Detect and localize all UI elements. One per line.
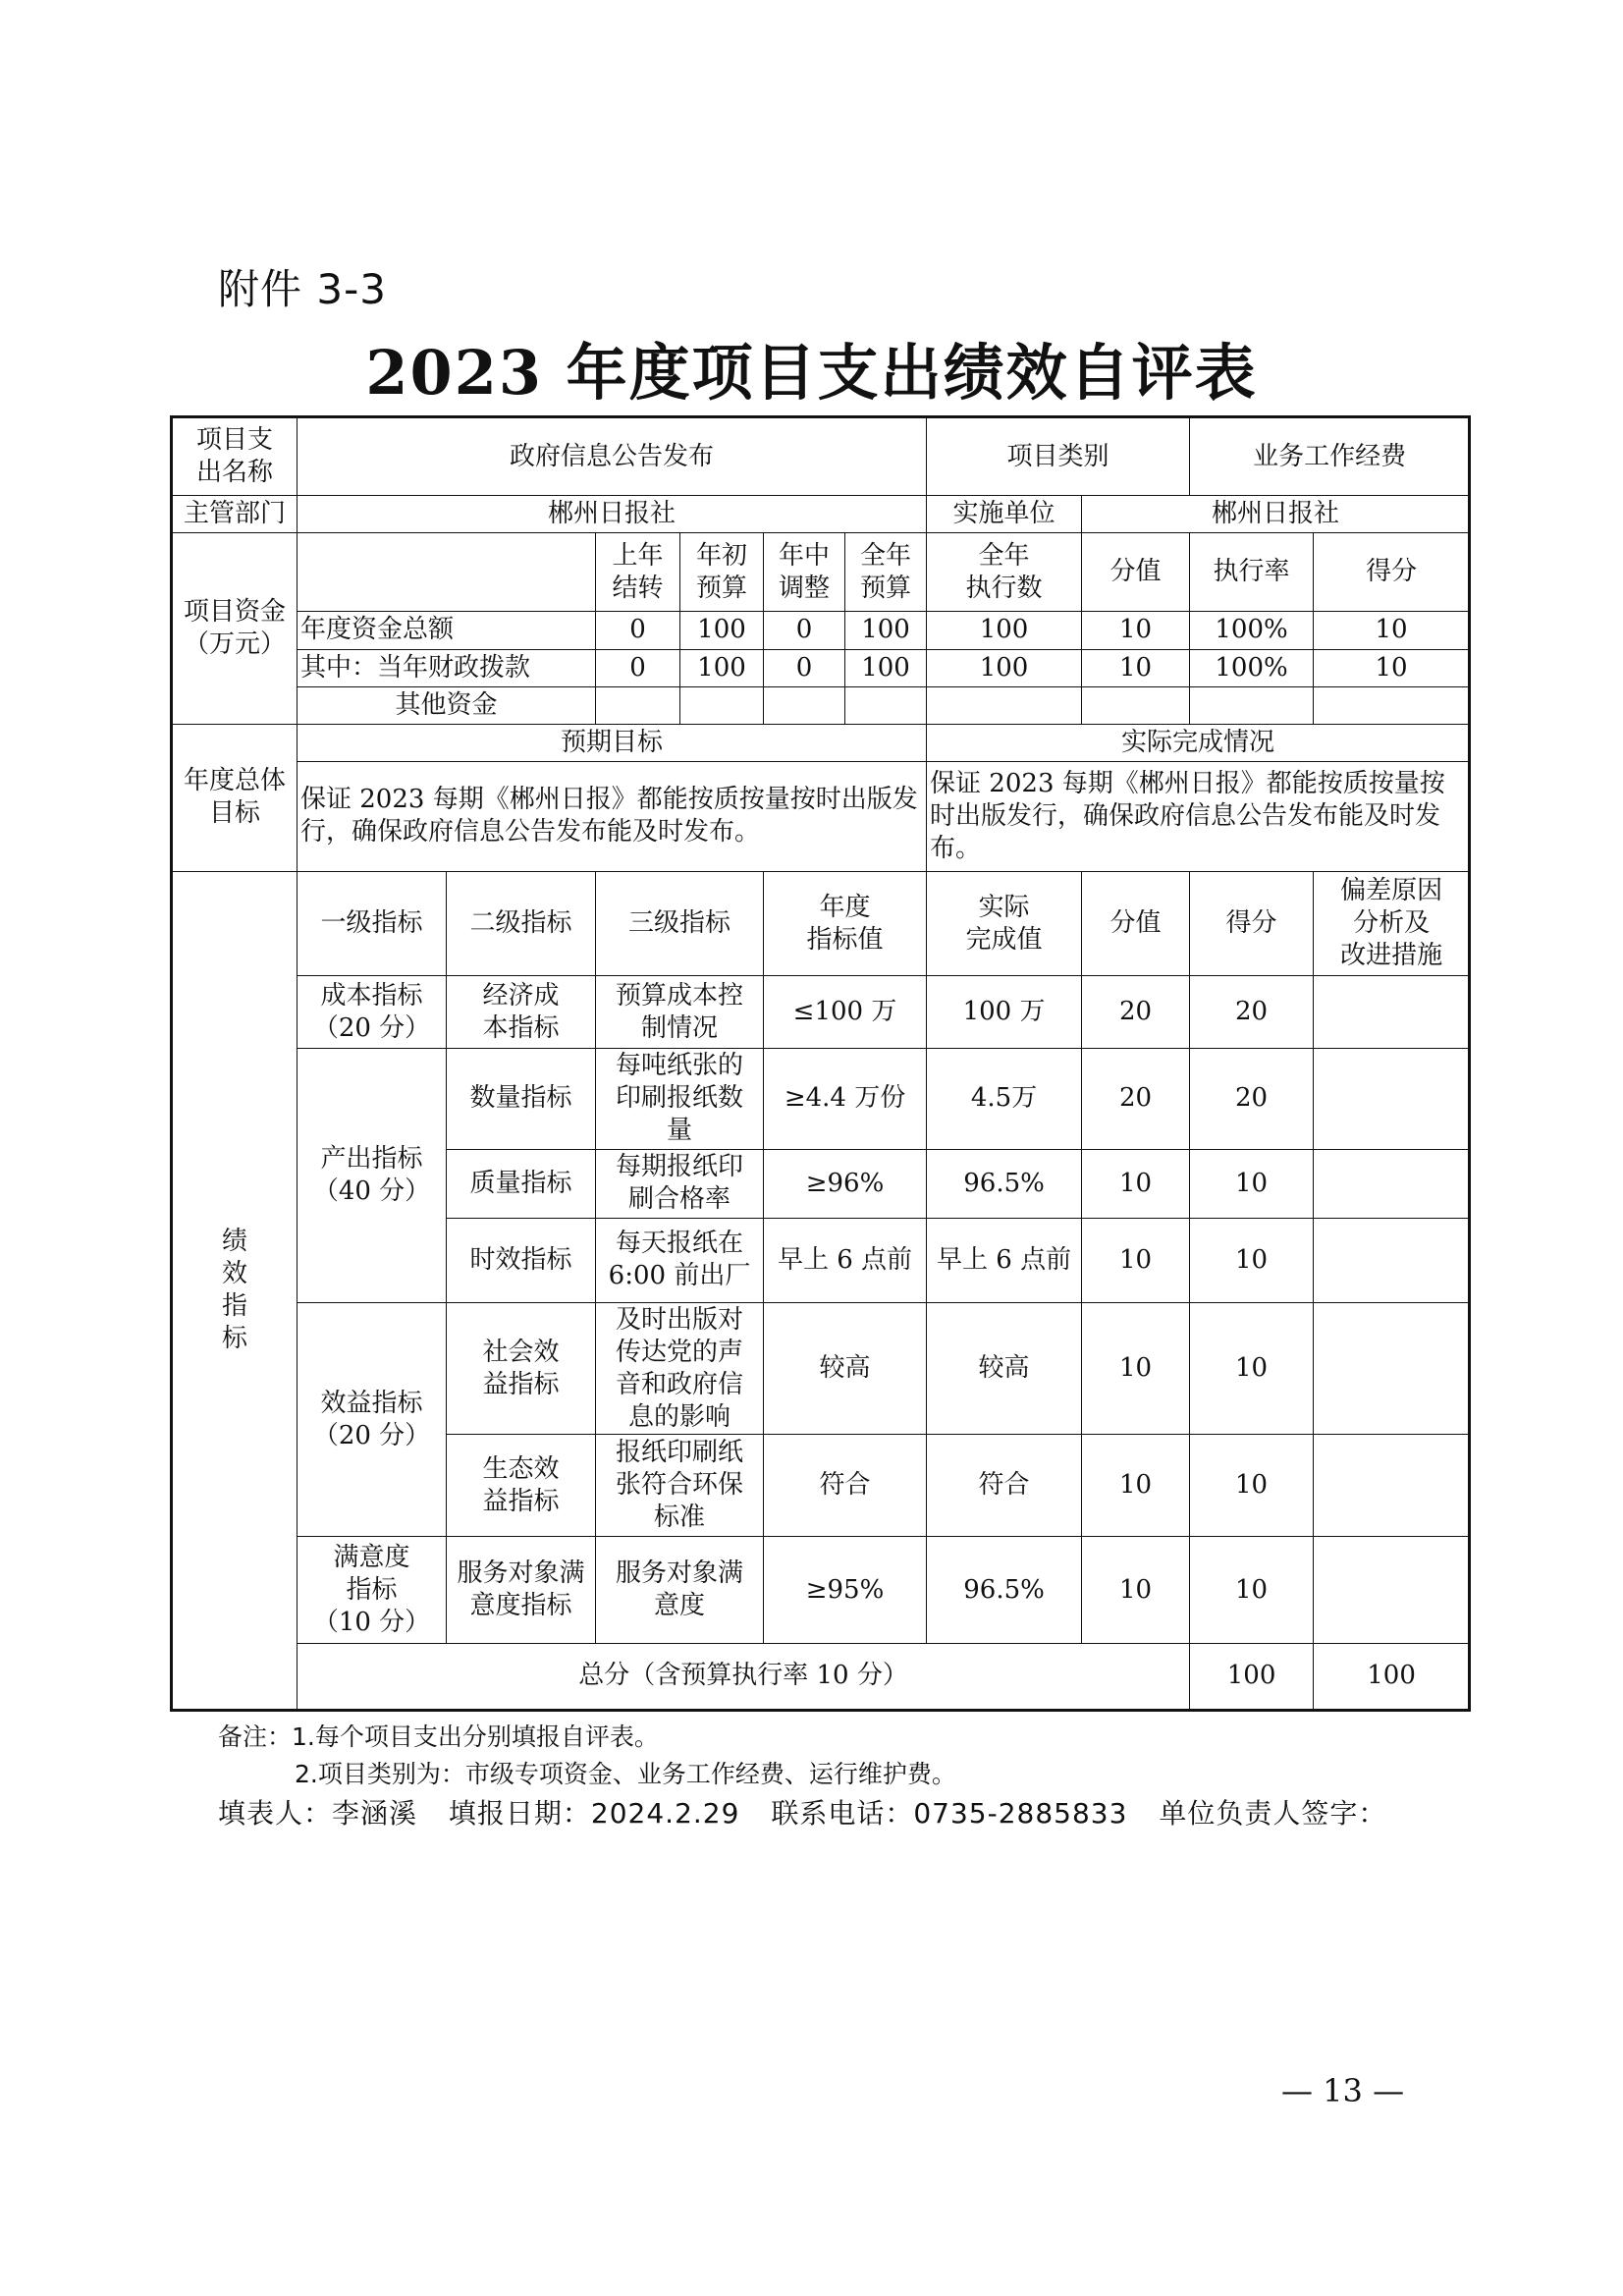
actual-cell: 较高 [927, 1302, 1082, 1434]
note-line-2: 2.项目类别为：市级专项资金、业务工作经费、运行维护费。 [295, 1760, 956, 1788]
level3-cell: 每吨纸张的 印刷报纸数 量 [596, 1049, 764, 1149]
expected-goal-text: 保证 2023 每期《郴州日报》都能按质按量按时出版发行，确保政府信息公告发布能及时发布。 [298, 761, 927, 871]
level2-cell: 质量指标 [447, 1149, 596, 1218]
score-value-cell: 10 [1082, 1537, 1190, 1643]
target-cell: ≥95% [764, 1537, 927, 1643]
actual-cell: 100 万 [927, 976, 1082, 1049]
score-value-cell: 20 [1082, 976, 1190, 1049]
level2-cell: 时效指标 [447, 1218, 596, 1302]
level2-cell: 生态效 益指标 [447, 1435, 596, 1537]
perf-header-level3: 三级指标 [596, 871, 764, 975]
expected-goal-header: 预期目标 [298, 724, 927, 761]
funds-row-label: 其他资金 [298, 686, 596, 724]
category-value: 业务工作经费 [1190, 417, 1470, 496]
funds-cell: 100 [845, 612, 927, 649]
funds-cell: 10 [1082, 649, 1190, 686]
deviation-cell [1314, 1149, 1470, 1218]
total-label: 总分（含预算执行率 10 分） [298, 1643, 1190, 1710]
level2-cell: 社会效 益指标 [447, 1302, 596, 1434]
notes [218, 1719, 956, 1793]
funds-cell: 10 [1314, 649, 1470, 686]
deviation-cell [1314, 1537, 1470, 1643]
funds-row-label: 其中：当年财政拨款 [298, 649, 596, 686]
score-cell: 10 [1190, 1218, 1314, 1302]
deviation-cell [1314, 1435, 1470, 1537]
attachment-label: 附件 3-3 [218, 265, 387, 313]
funds-cell: 100 [927, 649, 1082, 686]
funds-cell: 10 [1082, 612, 1190, 649]
contact-phone: 联系电话：0735-2885833 [771, 1797, 1128, 1830]
perf-header-target: 年度 指标值 [764, 871, 927, 975]
note-line-1: 备注：1.每个项目支出分别填报自评表。 [218, 1722, 659, 1751]
level1-cost: 成本指标 （20 分） [298, 976, 447, 1049]
score-cell: 10 [1190, 1537, 1314, 1643]
impl-label: 实施单位 [927, 496, 1082, 533]
level3-cell: 每天报纸在 6:00 前出厂 [596, 1218, 764, 1302]
page-number: — 13 — [1281, 2072, 1405, 2109]
document-title: 2023 年度项目支出绩效自评表 [365, 337, 1258, 409]
level2-cell: 数量指标 [447, 1049, 596, 1149]
project-name-label: 项目支 出名称 [172, 417, 298, 496]
score-value-cell: 10 [1082, 1435, 1190, 1537]
fill-date: 填报日期：2024.2.29 [448, 1797, 740, 1830]
total-score-value: 100 [1190, 1643, 1314, 1710]
deviation-cell [1314, 976, 1470, 1049]
funds-header-carryover: 上年 结转 [596, 533, 680, 612]
funds-cell [1082, 686, 1190, 724]
total-score: 100 [1314, 1643, 1470, 1710]
funds-header-executed: 全年 执行数 [927, 533, 1082, 612]
funds-row-label: 年度资金总额 [298, 612, 596, 649]
perf-header-deviation: 偏差原因 分析及 改进措施 [1314, 871, 1470, 975]
funds-cell: 100% [1190, 649, 1314, 686]
level2-cell: 服务对象满 意度指标 [447, 1537, 596, 1643]
level3-cell: 报纸印刷纸 张符合环保 标准 [596, 1435, 764, 1537]
perf-header-level1: 一级指标 [298, 871, 447, 975]
actual-completion-text: 保证 2023 每期《郴州日报》都能按质按量按时出版发行，确保政府信息公告发布能及时发布。 [927, 761, 1470, 871]
funds-cell [927, 686, 1082, 724]
form-footer [218, 1792, 1408, 1831]
level3-cell: 服务对象满 意度 [596, 1537, 764, 1643]
filler-name: 填表人：李涵溪 [218, 1797, 418, 1830]
target-cell: ≤100 万 [764, 976, 927, 1049]
level1-benefit: 效益指标 （20 分） [298, 1302, 447, 1537]
actual-cell: 早上 6 点前 [927, 1218, 1082, 1302]
funds-header-initial: 年初 预算 [680, 533, 764, 612]
level2-cell: 经济成 本指标 [447, 976, 596, 1049]
score-cell: 20 [1190, 976, 1314, 1049]
perf-header-score: 得分 [1190, 871, 1314, 975]
target-cell: 符合 [764, 1435, 927, 1537]
funds-cell: 100 [927, 612, 1082, 649]
funds-cell [1190, 686, 1314, 724]
deviation-cell [1314, 1218, 1470, 1302]
target-cell: ≥96% [764, 1149, 927, 1218]
dept-value: 郴州日报社 [298, 496, 927, 533]
self-evaluation-table [170, 415, 1471, 1712]
funds-cell [764, 686, 845, 724]
funds-cell: 0 [596, 649, 680, 686]
score-value-cell: 10 [1082, 1218, 1190, 1302]
funds-cell: 10 [1314, 612, 1470, 649]
funds-cell: 0 [596, 612, 680, 649]
actual-completion-header: 实际完成情况 [927, 724, 1470, 761]
level3-cell: 预算成本控 制情况 [596, 976, 764, 1049]
level1-satisfaction: 满意度 指标 （10 分） [298, 1537, 447, 1643]
funds-header-score: 得分 [1314, 533, 1470, 612]
funds-cell: 100 [680, 612, 764, 649]
dept-label: 主管部门 [172, 496, 298, 533]
level3-cell: 每期报纸印 刷合格率 [596, 1149, 764, 1218]
perf-header-level2: 二级指标 [447, 871, 596, 975]
target-cell: 较高 [764, 1302, 927, 1434]
funds-cell: 0 [764, 649, 845, 686]
deviation-cell [1314, 1049, 1470, 1149]
level1-output: 产出指标 （40 分） [298, 1049, 447, 1303]
funds-header-annual: 全年 预算 [845, 533, 927, 612]
actual-cell: 96.5% [927, 1537, 1082, 1643]
funds-cell [1314, 686, 1470, 724]
funds-header-score-value: 分值 [1082, 533, 1190, 612]
actual-cell: 符合 [927, 1435, 1082, 1537]
impl-value: 郴州日报社 [1082, 496, 1470, 533]
score-value-cell: 10 [1082, 1302, 1190, 1434]
actual-cell: 4.5万 [927, 1049, 1082, 1149]
funds-cell [596, 686, 680, 724]
performance-label: 绩 效 指 标 [172, 871, 298, 1710]
signature-label: 单位负责人签字： [1159, 1797, 1387, 1830]
score-value-cell: 10 [1082, 1149, 1190, 1218]
funds-cell: 0 [764, 612, 845, 649]
target-cell: 早上 6 点前 [764, 1218, 927, 1302]
project-name: 政府信息公告发布 [298, 417, 927, 496]
funds-cell: 100 [680, 649, 764, 686]
score-cell: 10 [1190, 1302, 1314, 1434]
perf-header-score-value: 分值 [1082, 871, 1190, 975]
score-cell: 10 [1190, 1149, 1314, 1218]
funds-label: 项目资金 （万元） [172, 533, 298, 724]
target-cell: ≥4.4 万份 [764, 1049, 927, 1149]
perf-header-actual: 实际 完成值 [927, 871, 1082, 975]
funds-header-exec-rate: 执行率 [1190, 533, 1314, 612]
funds-header-adjust: 年中 调整 [764, 533, 845, 612]
level3-cell: 及时出版对 传达党的声 音和政府信 息的影响 [596, 1302, 764, 1434]
actual-cell: 96.5% [927, 1149, 1082, 1218]
funds-cell [680, 686, 764, 724]
score-value-cell: 20 [1082, 1049, 1190, 1149]
goal-label: 年度总体 目标 [172, 724, 298, 871]
funds-blank-header [298, 533, 596, 612]
category-label: 项目类别 [927, 417, 1190, 496]
score-cell: 20 [1190, 1049, 1314, 1149]
funds-cell [845, 686, 927, 724]
funds-cell: 100 [845, 649, 927, 686]
funds-cell: 100% [1190, 612, 1314, 649]
deviation-cell [1314, 1302, 1470, 1434]
score-cell: 10 [1190, 1435, 1314, 1537]
